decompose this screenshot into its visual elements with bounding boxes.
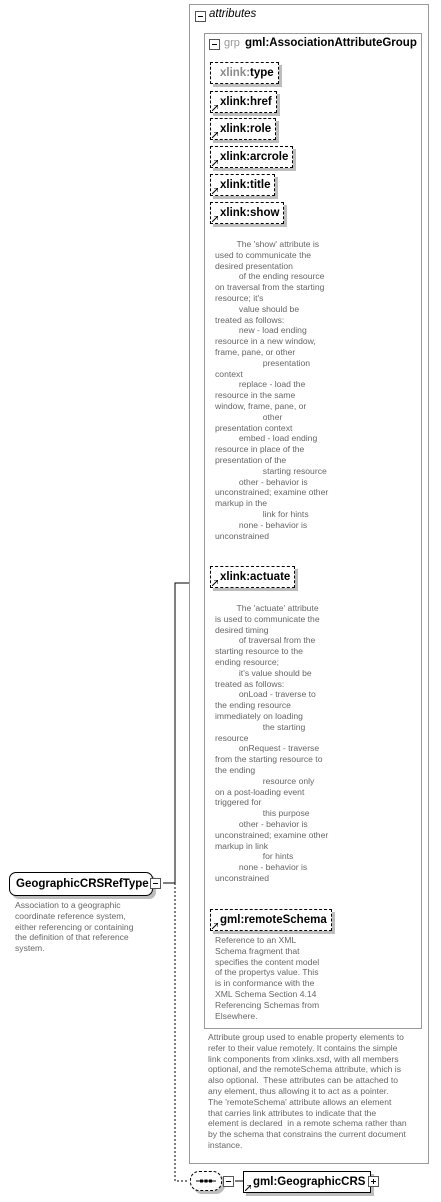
attribute-name: xlink:href <box>220 96 272 108</box>
xlink-show-doc: The 'show' attribute is used to communicate the desired presentation of the ending resource on traversal from the starting resource; it's value should be treated as follows: new - load ending resource in a new window, frame, pane, or other presentation context replace - load the resource in the same window, frame, pane, or other presentation context embed - load ending resource in place of the presentation of the starting resource other - behavior is unconstrained; examine other markup in the link for hints none - behavior is unconstrained <box>215 239 329 541</box>
reference-arrow-icon <box>212 160 218 166</box>
attribute-name: gml:remoteSchema <box>220 914 327 926</box>
attribute-xlink-show[interactable] <box>210 202 284 224</box>
attribute-xlink-href[interactable] <box>210 91 277 113</box>
group-name: gml:AssociationAttributeGroup <box>245 37 417 49</box>
child-element-box[interactable] <box>243 1171 371 1193</box>
xlink-actuate-doc: The 'actuate' attribute is used to communicate the desired timing of traversal from the starting resource to the ending resource; it's value should be treated as follows: onLoad - traverse to the ending resource immediately on loading the starting resource onRequest - traverse from the starting resource to the ending resource only on a post-loading event triggered for this purpose other - behavior is unconstrained; examine other markup in link for hints none - behavior is unconstrained <box>215 603 329 883</box>
attribute-xlink-role[interactable] <box>210 118 276 140</box>
attribute-prefix: xlink: <box>220 67 251 79</box>
group-prefix: grp <box>224 37 240 49</box>
collapse-icon[interactable] <box>223 1176 234 1187</box>
collapse-icon[interactable] <box>195 11 206 22</box>
expand-icon[interactable] <box>368 1176 379 1187</box>
collapse-icon[interactable] <box>209 39 220 50</box>
attribute-name: xlink:show <box>220 207 280 219</box>
attribute-name: xlink:role <box>220 123 272 135</box>
attribute-name: type <box>250 67 274 79</box>
reference-arrow-icon <box>212 580 218 586</box>
attribute-gml-remoteschema[interactable] <box>210 909 332 931</box>
reference-arrow-icon <box>212 216 218 222</box>
attribute-xlink-actuate[interactable] <box>210 566 295 588</box>
attribute-name: xlink:actuate <box>220 571 291 583</box>
root-type-box[interactable] <box>9 872 153 896</box>
attribute-name: xlink:title <box>220 179 271 191</box>
attribute-name: xlink:arcrole <box>220 151 289 163</box>
sequence-compositor[interactable] <box>190 1171 222 1191</box>
reference-arrow-icon <box>212 188 218 194</box>
reference-arrow-icon <box>212 105 218 111</box>
remote-schema-doc: Reference to an XML Schema fragment that specifies the content model of the propertys value. This is in conformance with the XML Schema Section 4.14 Referencing Schemas from Elsewhere. <box>215 935 320 1021</box>
collapse-icon[interactable] <box>150 878 161 889</box>
sequence-icon <box>191 1172 221 1190</box>
attribute-xlink-title[interactable] <box>210 174 275 196</box>
attribute-xlink-arcrole[interactable] <box>210 146 293 168</box>
attribute-xlink-type[interactable] <box>210 62 279 84</box>
child-element-name: gml:GeographicCRS <box>253 1176 366 1188</box>
reference-arrow-icon <box>212 923 218 929</box>
attribute-group-doc: Attribute group used to enable property elements to refer to their value remotely. It contains the simple link components from xlinks.xsd, with all members optional, and the remoteSchema attribute, which is also optional. These attributes can be attached to any element, thus allowing it to act as a pointer. The 'remoteSchema' attribute allows an element that carries link attributes to indicate that the element is declared in a remote schema rather than by the schema that constrains the current document instance. <box>208 1032 407 1150</box>
reference-arrow-icon <box>212 132 218 138</box>
root-type-name: GeographicCRSRefType <box>16 878 149 890</box>
reference-arrow-icon <box>245 1185 251 1191</box>
root-type-doc: Association to a geographic coordinate reference system, either referencing or containing the definition of that reference system. <box>15 900 134 954</box>
attributes-title: attributes <box>209 8 257 20</box>
